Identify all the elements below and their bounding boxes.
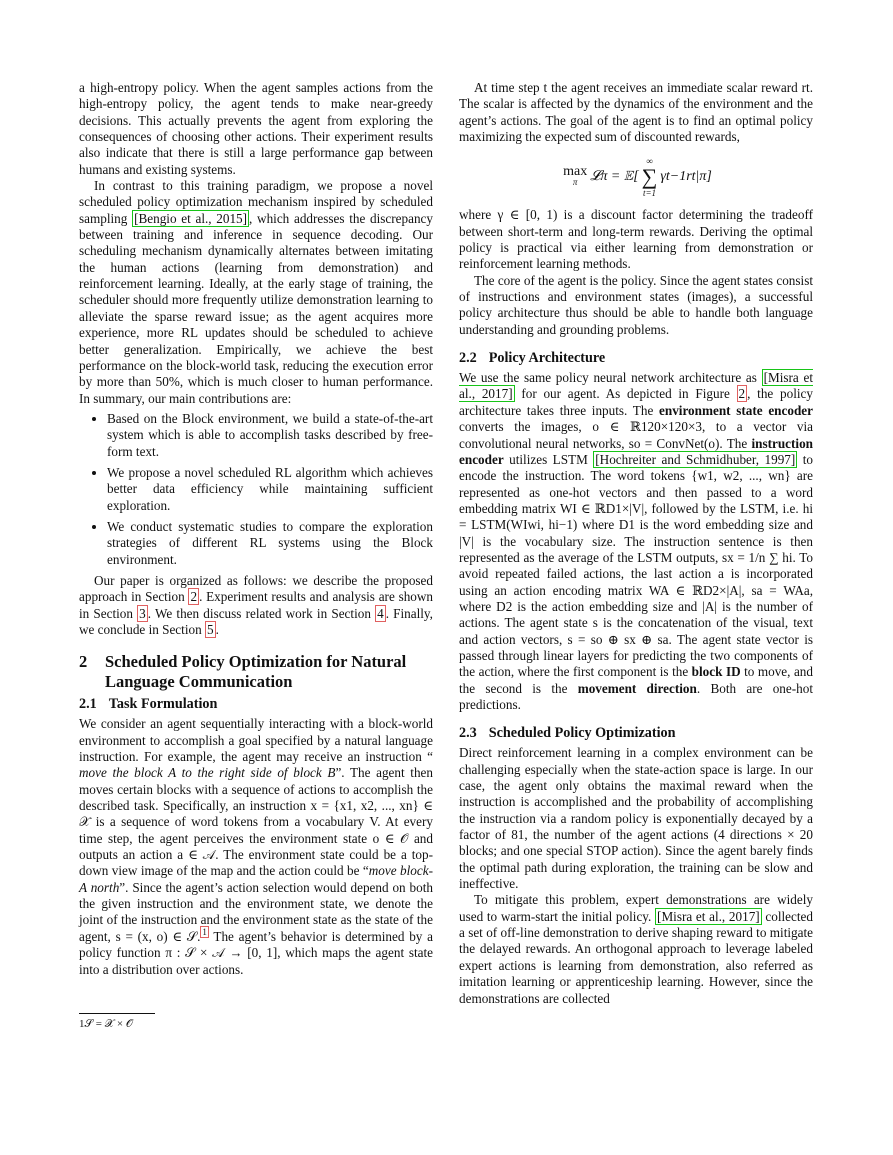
paragraph [459, 370, 813, 713]
list-item: • We propose a novel scheduled RL algorithm which achieves better data efficiency while maintaining sufficient exploration. [107, 465, 433, 514]
sum-sign: ∑ [641, 164, 658, 190]
section-number: 2.2 [459, 350, 477, 367]
max-operator [563, 164, 588, 188]
subsection-heading [459, 725, 813, 742]
section-title: Policy Architecture [488, 350, 606, 367]
citation-link[interactable]: [Misra et al., 2017] [459, 370, 813, 402]
max-text: max [563, 164, 588, 180]
footnote-link[interactable]: 1 [202, 927, 207, 938]
citation-link[interactable]: [Misra et al., 2017] [657, 908, 760, 924]
text-run: , which addresses the discrepancy between training and inference in sequence decoding. Our scheduling mechanism dynamically alternates between imitating the human actions (learning from demonstration) and reinforcement learning. Ideally, at the early stage of training, the scheduler should more frequently utilize demonstration learning to alleviate the sparse reward issue; as the agent acquires more experience, more RL updates should be scheduled to achieve better generalization. Empirically, we achieve the best performance on the block-world task, reducing the execution error by more than 50%, which is much closer to human performance. In summary, our main contributions are: [79, 210, 433, 406]
text-run: to encode the instruction. The word tokens {w1, w2, ..., wn} are represented as one-hot vectors and then passed to a word embedding matrix WI ∈ ℝD1×|V|, followed by the LSTM, i.e. hi = LSTM(WIwi, hi−1) where D1 is the word embedding size and |V| is the vocabulary size. The instruction sentence is then represented as the average of the LSTM outputs, sx = 1/n ∑ hi. To avoid repeated failed actions, the last action a is incorporated using an action encoding matrix WA ∈ ℝD2×|A|, sa = WAa, where D2 is the action embedding size and |A| is the number of actions. The agent state s is the concatenation of the visual, text and action vectors, s = so ⊕ sx ⊕ sa. The agent state vector is passed through linear layers for predicting the two components of the action, where the first component is the [459, 451, 813, 680]
left-column [79, 80, 433, 978]
paragraph: Direct reinforcement learning in a complex environment can be challenging especially when the state-action space is large. In our case, the agent only obtains the maximal reward when the instruction is accomplished and the probability of accomplishing the instruction via a random policy is exponentially decayed by a factor of 81, the number of the agent actions (4 directions × 20 blocks; and one special STOP action). Since the agent barely finds the optimal path during exploration, the training can be slow and ineffective. [459, 745, 813, 892]
section-heading [79, 652, 433, 691]
footnote-text: 1𝒮 = 𝒳 × 𝒪 [79, 1018, 133, 1030]
subsection-heading [79, 696, 433, 713]
footnote [79, 1013, 433, 1031]
bold-term: instruction encoder [459, 435, 813, 467]
right-column [459, 80, 813, 1007]
equation [459, 155, 813, 199]
text-run: utilizes LSTM [503, 451, 594, 467]
example-action: move block-A north [79, 863, 433, 895]
section-number: 2.3 [459, 725, 477, 742]
text-run: , the policy architecture takes three inputs. The [459, 386, 813, 418]
text-run: collected a set of off-line demonstration to derive shaping reward to mitigate the delayed rewards. An orthogonal approach to leverage labeled expert actions is learning from demonstration, also referred as imitation learning or apprenticeship learning. However, since the demonstrations are collected [459, 908, 813, 1006]
bold-term: block ID [691, 664, 741, 680]
paragraph: At time step t the agent receives an immediate scalar reward rt. The scalar is affected by the dynamics of the environment and the agent’s actions. The goal of the agent is to find an optimal policy maximizing the expected sum of discounted rewards, [459, 80, 813, 145]
paragraph [79, 716, 433, 978]
section-link[interactable]: 2 [190, 589, 198, 605]
text-run: to move, and the second is the [459, 664, 813, 696]
paragraph [459, 892, 813, 1006]
figure-link[interactable]: 2 [738, 386, 746, 402]
paragraph: where γ ∈ [0, 1) is a discount factor determining the tradeoff between short-term and long-term rewards. Deriving the optimal policy is practical via either learning from demonstration or reinforcement learning methods. [459, 207, 813, 272]
max-subscript: π [572, 177, 578, 188]
bold-term: movement direction [577, 680, 697, 696]
text-run: . Both are one-hot predictions. [459, 680, 813, 712]
section-number: 2.1 [79, 696, 97, 713]
text-run: ”. The agent then moves certain blocks with a sequence of actions to accomplish the described task. Specifically, an instruction x = {x1, x2, ..., xn} ∈ 𝒳 is a sequence of word tokens from a vocabulary V. At every time step, the agent perceives the environment state o ∈ 𝒪 and outputs an action a ∈ 𝒜. The environment state could be a top-down view image of the map and the action could be “ [79, 765, 434, 879]
list-item: • We conduct systematic studies to compare the exploration strategies of different RL systems using the Block environment. [107, 519, 433, 568]
text-run: . We then discuss related work in Section [147, 605, 376, 621]
paragraph: a high-entropy policy. When the agent samples actions from the high-entropy policy, the agent tends to make near-greedy decisions. This actually prevents the agent from exploring the consequences of choosing other actions. Their experiment results also indicate that there is still a large performance gap between humans and existing systems. [79, 80, 433, 177]
equation-rhs: γt−1rt|π] [660, 169, 712, 185]
text-run: for our agent. As depicted in Figure [514, 386, 737, 402]
footnote-rule [79, 1013, 155, 1014]
text-run: . Finally, we conclude in Section [79, 605, 433, 637]
sum-operator [642, 156, 658, 198]
contributions-list [79, 411, 433, 568]
list-item: • Based on the Block environment, we build a state-of-the-art system which is able to accomplish tasks described by free-form text. [107, 411, 433, 460]
paragraph [79, 573, 433, 638]
text-run: To mitigate this problem, expert demonstrations are widely used to warm-start the initial policy. [459, 892, 813, 924]
text-run: The agent’s behavior is determined by a policy function π : 𝒮 × 𝒜 → [0, 1], which maps the agent state into a distribution over actions. [79, 928, 433, 977]
section-link[interactable]: 3 [139, 605, 146, 621]
bold-term: environment state encoder [659, 402, 813, 418]
section-number: 2 [79, 652, 88, 672]
citation-link[interactable]: [Bengio et al., 2015] [134, 210, 248, 226]
text-run: In contrast to this training paradigm, we propose a novel scheduled policy optimization mechanism inspired by scheduled sampling [79, 178, 433, 226]
section-link[interactable]: 5 [206, 622, 214, 637]
sum-upper: ∞ [646, 156, 653, 167]
citation-link[interactable]: [Hochreiter and Schmidhuber, 1997] [595, 451, 796, 467]
section-title: Scheduled Policy Optimization [488, 725, 676, 742]
example-instruction: move the block A to the right side of block B [79, 765, 336, 781]
equation-lhs: 𝓛π = 𝔼[ [590, 169, 639, 185]
paragraph [79, 178, 433, 407]
subsection-heading [459, 350, 813, 367]
text-run: . [215, 622, 219, 637]
text-run: We use the same policy neural network architecture as [459, 370, 762, 386]
section-title: Task Formulation [108, 696, 218, 713]
text-run: Our paper is organized as follows: we describe the proposed approach in Section [79, 572, 433, 605]
paragraph: The core of the agent is the policy. Since the agent states consist of instructions and environment states (images), a successful policy architecture thus should be able to handle both language understanding and grounding problems. [459, 272, 813, 337]
text-run: converts the images, o ∈ ℝ120×120×3, to a vector via convolutional neural networks, so = ConvNet(o). The [459, 419, 813, 451]
section-link[interactable]: 4 [377, 605, 384, 621]
text-run: We consider an agent sequentially interacting with a block-world environment to accomplish a goal specified by a natural language instruction. For example, the agent may receive an instruction “ [79, 716, 433, 765]
sum-lower: t=1 [642, 188, 657, 199]
section-title: Scheduled Policy Optimization for Natural Language Communication [105, 652, 407, 691]
text-run: ”. Since the agent’s action selection would depend on both the given instruction and the environment state, we denote the joint of the instruction and the environment state as the state of the agent, s = (x, o) ∈ 𝒮. [79, 879, 433, 944]
text-run: . Experiment results and analysis are shown in Section [79, 589, 434, 621]
